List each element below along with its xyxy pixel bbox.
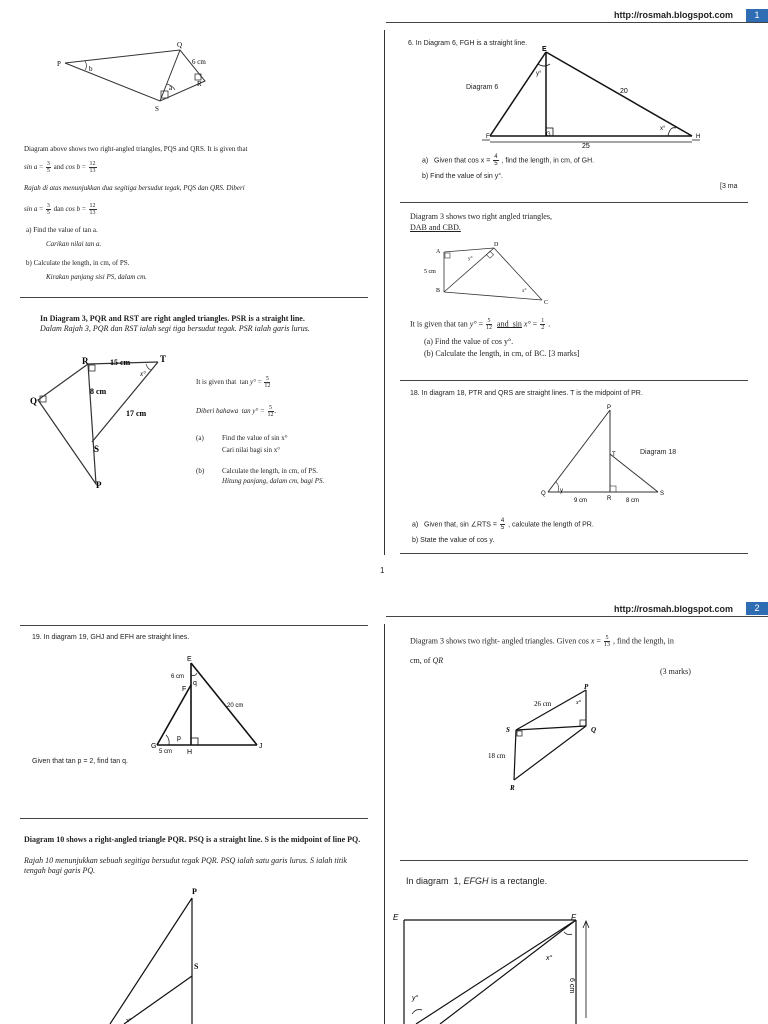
label-r: R [607, 496, 612, 502]
q6-part-a: a) Given that cos x = $\frac{4}{5}$ , find the length, in cm, of GH. [422, 154, 595, 167]
page-badge: 1 [746, 9, 768, 22]
label-x: x° [522, 289, 527, 294]
diagram-pqr-rst [28, 352, 178, 492]
label-t: T [160, 354, 167, 364]
label-y: y [560, 488, 563, 494]
diagram-efgh [390, 908, 600, 1024]
part-b-ms: Kirakan panjang sisi PS, dalam cm. [46, 273, 147, 281]
header-url[interactable]: http://rosmah.blogspot.com [614, 10, 733, 20]
label-f: F [182, 686, 187, 693]
part-b-en: Calculate the length, in cm, of PS. [222, 467, 318, 475]
part-b: (b) Calculate the length, in cm, of BC. [3 marks] [424, 349, 580, 358]
desc-en: Diagram above shows two right-angled triangles, PQS and QRS. It is given that [24, 145, 248, 153]
label-q: Q [30, 396, 38, 406]
label-a: A [436, 249, 441, 255]
title-ms: Dalam Rajah 3, PQR dan RST ialah segi tiga bersudut tegak. PSR ialah garis lurus. [40, 324, 310, 333]
divider [20, 818, 368, 819]
label-q: Q [591, 726, 597, 734]
part-a-en: Find the value of sin x° [222, 434, 288, 442]
label-c: C [544, 300, 549, 306]
label-q: Q [541, 491, 546, 497]
q18-diagram-label: Diagram 18 [640, 449, 677, 456]
part-b-en: b) Calculate the length, in cm, of PS. [26, 259, 130, 267]
label-20: 20 [620, 88, 628, 95]
column-divider [384, 30, 385, 555]
q19-given: Given that tan p = 2, find tan q. [32, 758, 128, 765]
page-badge: 2 [746, 602, 768, 615]
desc-ms: Rajah di atas menunjukkan dua segitiga bersudut tegak, PQS dan QRS. Diberi [24, 184, 245, 192]
label-t: T [612, 452, 616, 458]
label-20cm: 20 cm [227, 703, 244, 709]
q6-part-b: b) Find the value of sin y°. [422, 173, 504, 180]
q6-title: 6. In Diagram 6, FGH is a straight line. [408, 40, 528, 47]
given-en: sin a = $\frac{3}{5}$ and cos b = $\frac{12}{13}$ [24, 161, 96, 174]
label-8cm: 8 cm [626, 498, 640, 504]
label-s: S [660, 491, 665, 497]
divider [400, 202, 748, 203]
label-y: y° [412, 995, 419, 1002]
divider [400, 380, 748, 381]
label-b: b [89, 65, 93, 73]
label-18cm: 18 cm [488, 752, 506, 760]
label-b: B [436, 288, 441, 294]
label-y: y° [468, 257, 473, 262]
label-25: 25 [582, 143, 590, 150]
label-q: Q [177, 41, 183, 49]
diagram-pqrs-2 [486, 682, 606, 794]
diagram-dab [420, 240, 560, 308]
label-e: E [542, 46, 547, 53]
label-p: p [177, 735, 181, 742]
part-a-ms: Cari nilai bagi sin x° [222, 446, 281, 454]
label-e: E [187, 656, 192, 663]
label-h: H [187, 749, 193, 756]
diagram-6 [460, 44, 710, 150]
title-line2: DAB and CBD. [410, 223, 461, 232]
given-ms: Diberi bahawa tan y° = $\frac{5}{12}$ . [196, 405, 277, 418]
given-en: It is given that tan y° = $\frac{5}{12}$ [196, 376, 271, 389]
header-url[interactable]: http://rosmah.blogspot.com [614, 604, 733, 614]
q18-title: 18. In diagram 18, PTR and QRS are straight lines. T is the midpoint of PR. [410, 390, 643, 397]
label-6cm: 6 cm [568, 978, 575, 994]
label-p: P [192, 887, 197, 896]
label-x: x° [660, 126, 666, 132]
marks: (3 marks) [660, 667, 691, 676]
q18-part-a: a) Given that, sin ∠RTS = $\frac{4}{5}$ , calculate the length of PR. [412, 518, 594, 531]
label-5cm: 5 cm [424, 269, 436, 275]
diagram-19 [145, 651, 275, 759]
part-b-ms: Hitung panjang, dalam cm, bagi PS. [222, 477, 325, 485]
label-s: S [155, 105, 159, 113]
label-r: R [510, 784, 515, 792]
label-r: R [82, 356, 89, 366]
header-rule [386, 22, 768, 23]
label-s: S [506, 726, 510, 734]
q6-marks: [3 ma [720, 183, 738, 190]
title-line1: Diagram 3 shows two right angled triangles, [410, 212, 552, 221]
label-9cm: 9 cm [574, 498, 588, 504]
divider [20, 625, 368, 626]
label-s: S [94, 444, 100, 454]
divider [400, 860, 748, 861]
diagram-pqrs [55, 38, 235, 113]
diagram-10 [100, 884, 220, 1024]
part-a-en: a) Find the value of tan a. [26, 226, 98, 234]
column-divider [384, 624, 385, 1024]
label-s: S [194, 962, 199, 971]
label-8cm: 8 cm [90, 387, 107, 396]
label-5cm: 5 cm [159, 749, 173, 755]
page-number: 1 [380, 566, 385, 575]
divider [20, 297, 368, 298]
text-line1: Diagram 3 shows two right- angled triangles. Given cos x = $\frac{5}{13}$ , find the length, in [410, 635, 674, 648]
q19-title: 19. In diagram 19, GHJ and EFH are straight lines. [32, 634, 190, 641]
part-a-ms: Carikan nilai tan a. [46, 240, 102, 248]
label-g: G [151, 743, 157, 750]
text-line2: cm, of QR [410, 656, 444, 665]
label-x: x° [576, 700, 582, 706]
label-x: x° [140, 370, 146, 378]
q18-part-b: b) State the value of cos y. [412, 537, 495, 544]
part-b-label: (b) [196, 467, 205, 475]
label-p: P [96, 480, 102, 490]
label-g: G [546, 132, 551, 138]
title-ms: Rajah 10 menunjukkan sebuah segitiga bersudut tegak PQR. PSQ ialah satu garis lurus. S ialah titik tengah bagi garis PQ. [24, 856, 347, 875]
label-15cm: 15 cm [110, 358, 131, 367]
title-en: In Diagram 3, PQR and RST are right angled triangles. PSR is a straight line. [40, 314, 305, 323]
title-en: Diagram 10 shows a right-angled triangle PQR. PSQ is a straight line. S is the midpoint of line PQ. [24, 835, 361, 844]
label-f: F [486, 134, 490, 140]
header-rule [386, 616, 768, 617]
label-x: x° [546, 955, 553, 962]
part-a-label: (a) [196, 434, 204, 442]
label-r: R [197, 80, 202, 88]
label-h: H [696, 134, 701, 140]
label-26cm: 26 cm [534, 700, 552, 708]
label-q: q [193, 680, 197, 687]
divider [400, 553, 748, 554]
label-p: P [584, 683, 589, 691]
label-17cm: 17 cm [126, 409, 147, 418]
label-p: P [57, 60, 61, 68]
label-y: y° [536, 71, 542, 77]
q6-diagram-label: Diagram 6 [466, 84, 499, 91]
part-a: (a) Find the value of cos y°. [424, 337, 514, 346]
label-x: x° [126, 1018, 132, 1024]
label-a: a [169, 84, 173, 92]
given-ms: sin a = $\frac{3}{5}$ dan cos b = $\frac{12}{13}$ [24, 203, 96, 216]
label-6cm: 6 cm [192, 58, 206, 66]
label-j: J [259, 743, 263, 750]
efgh-title: In diagram 1, EFGH is a rectangle. [406, 876, 548, 886]
label-e: E [393, 913, 399, 922]
given: It is given that tan y° = $\frac{5}{12}$ and sin x° = $\frac{1}{2}$ . [410, 318, 551, 331]
label-p: P [607, 405, 612, 411]
label-6cm: 6 cm [171, 674, 185, 680]
label-f: F [571, 913, 576, 922]
label-d: D [494, 242, 499, 248]
